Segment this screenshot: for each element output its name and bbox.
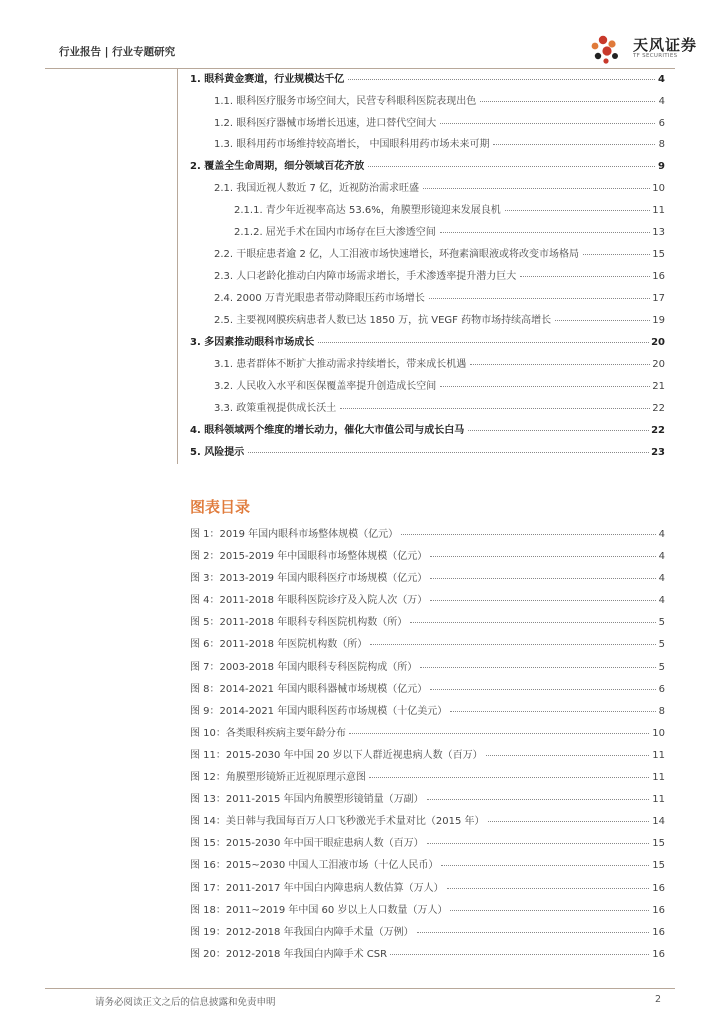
figure-entry-page: 11 <box>652 749 665 761</box>
dot-leader <box>505 210 651 211</box>
figure-entry[interactable] <box>190 680 665 702</box>
figure-entry[interactable] <box>190 812 665 834</box>
figure-entry[interactable] <box>190 702 665 724</box>
figure-entry[interactable] <box>190 724 665 746</box>
figure-entry[interactable] <box>190 746 665 768</box>
figure-entry-title: 图 3：2013-2019 年国内眼科医疗市场规模（亿元） <box>190 573 428 585</box>
toc-entry-title: 1.3. 眼科用药市场维持较高增长， 中国眼科用药市场未来可期 <box>214 139 490 150</box>
toc-entry-title: 2.4. 2000 万青光眼患者带动降眼压药市场增长 <box>214 293 425 304</box>
dot-leader <box>429 298 650 299</box>
header-rule <box>45 68 675 69</box>
figure-entry-page: 5 <box>658 639 665 651</box>
figure-entry-title: 图 18：2011~2019 年中国 60 岁以上人口数量（万人） <box>190 904 448 916</box>
figure-entry[interactable] <box>190 901 665 923</box>
figure-entry[interactable] <box>190 856 665 878</box>
dot-leader <box>349 733 649 734</box>
toc-entry-page: 20 <box>652 359 665 370</box>
figure-entry[interactable] <box>190 923 665 945</box>
dot-leader <box>486 755 650 756</box>
toc-entry[interactable] <box>214 289 665 304</box>
toc-entry-page: 11 <box>652 205 665 216</box>
page-number: 2 <box>655 994 662 1005</box>
dot-leader <box>401 534 655 535</box>
toc-entry-title: 2.2. 干眼症患者逾 2 亿，人工泪液市场快速增长，环孢素滴眼液或将改变市场格局 <box>214 249 579 260</box>
dot-leader <box>480 101 655 102</box>
figure-entry[interactable] <box>190 658 665 680</box>
toc-entry-title: 3.1. 患者群体不断扩大推动需求持续增长，带来成长机遇 <box>214 359 467 370</box>
toc-entry-page: 22 <box>652 403 665 414</box>
toc-entry[interactable] <box>190 333 665 348</box>
toc-entry-page: 16 <box>652 271 665 282</box>
toc-entry-title: 1.1. 眼科医疗服务市场空间大，民营专科眼科医院表现出色 <box>214 96 477 107</box>
figure-entry-page: 4 <box>658 573 665 585</box>
figure-entry-title: 图 16：2015~2030 中国人工泪液市场（十亿人民币） <box>190 860 439 872</box>
toc-entry[interactable] <box>214 114 665 129</box>
toc-entry-page: 6 <box>658 118 665 129</box>
dot-leader <box>450 910 649 911</box>
toc-entry-page: 17 <box>652 293 665 304</box>
toc-entry-page: 23 <box>651 447 665 458</box>
dot-leader <box>348 79 655 80</box>
figure-entry-page: 10 <box>652 727 665 739</box>
toc-entry[interactable] <box>234 201 665 216</box>
toc-entry[interactable] <box>214 399 665 414</box>
dot-leader <box>493 144 655 145</box>
figure-entry-page: 16 <box>652 904 665 916</box>
toc-entry-title: 2.1.2. 屈光手术在国内市场存在巨大渗透空间 <box>234 227 436 238</box>
toc-entry-page: 4 <box>658 74 665 85</box>
dot-leader <box>440 232 650 233</box>
vertical-rule <box>177 68 178 464</box>
figure-entry[interactable] <box>190 790 665 812</box>
toc-entry-page: 13 <box>652 227 665 238</box>
dot-leader <box>248 452 649 453</box>
dot-leader <box>450 711 655 712</box>
figure-entry-title: 图 14：美日韩与我国每百万人口飞秒激光手术量对比（2015 年） <box>190 816 485 828</box>
figure-entry-page: 14 <box>652 816 665 828</box>
toc-entry[interactable] <box>190 70 665 85</box>
toc-entry[interactable] <box>214 245 665 260</box>
toc-entry[interactable] <box>214 311 665 326</box>
figure-entry-page: 4 <box>658 529 665 540</box>
toc-entry[interactable] <box>214 377 665 392</box>
dot-leader <box>340 408 650 409</box>
toc-entry-title: 4. 眼科领域两个维度的增长动力，催化大市值公司与成长白马 <box>190 425 465 436</box>
toc-entry[interactable] <box>190 157 665 172</box>
logo-name-en: TF SECURITIES <box>633 53 678 59</box>
dot-leader <box>440 123 655 124</box>
dot-leader <box>427 799 650 800</box>
figure-entry-page: 11 <box>652 772 665 784</box>
figure-entry-title: 图 13：2011-2015 年国内角膜塑形镜销量（万副） <box>190 794 424 806</box>
figure-entry-page: 6 <box>658 683 665 695</box>
dot-leader <box>470 364 650 365</box>
figure-entry[interactable] <box>190 613 665 635</box>
dot-leader <box>390 954 649 955</box>
toc-entry-title: 1. 眼科黄金赛道，行业规模达千亿 <box>190 74 345 85</box>
toc-entry-title: 1.2. 眼科医疗器械市场增长迅速，进口替代空间大 <box>214 118 437 129</box>
toc-entry-title: 5. 风险提示 <box>190 447 245 458</box>
dot-leader <box>427 843 650 844</box>
figure-entry-page: 4 <box>658 551 665 563</box>
figures-section-title: 图表目录 <box>190 498 251 516</box>
figure-entry[interactable] <box>190 945 665 967</box>
toc-entry-title: 2.1. 我国近视人数近 7 亿，近视防治需求旺盛 <box>214 183 419 194</box>
figure-entry-title: 图 10：各类眼科疾病主要年龄分布 <box>190 727 346 739</box>
toc-entry[interactable] <box>214 355 665 370</box>
figure-entry-title: 图 20：2012-2018 年我国白内障手术 CSR <box>190 948 388 960</box>
logo-icon <box>587 34 627 64</box>
figure-entry[interactable] <box>190 768 665 790</box>
toc-entry-page: 8 <box>658 139 665 150</box>
dot-leader <box>555 320 650 321</box>
toc-entry-page: 9 <box>658 161 665 172</box>
figure-entry-page: 15 <box>652 860 665 872</box>
toc-entry-page: 19 <box>652 315 665 326</box>
figure-entry-title: 图 4：2011-2018 年眼科医院诊疗及入院人次（万） <box>190 595 428 607</box>
toc-entry-page: 4 <box>658 96 665 107</box>
figure-entry-title: 图 19：2012-2018 年我国白内障手术量（万例） <box>190 926 414 938</box>
figure-entry-page: 15 <box>652 838 665 850</box>
figure-entry-title: 图 2：2015-2019 年中国眼科市场整体规模（亿元） <box>190 551 428 563</box>
figure-entry-page: 8 <box>658 705 665 717</box>
figure-entry-title: 图 12：角膜塑形镜矫正近视原理示意图 <box>190 772 366 784</box>
figure-entry[interactable] <box>190 569 665 591</box>
dot-leader <box>440 386 650 387</box>
dot-leader <box>318 342 649 343</box>
dot-leader <box>430 556 655 557</box>
breadcrumb: 行业报告 | 行业专题研究 <box>59 46 176 58</box>
figure-entry[interactable] <box>190 525 665 547</box>
figure-entry-title: 图 9：2014-2021 年国内眼科医药市场规模（十亿美元） <box>190 705 448 717</box>
toc-entry-page: 10 <box>652 183 665 194</box>
figure-list <box>190 525 665 967</box>
toc-entry[interactable] <box>214 92 665 107</box>
dot-leader <box>441 865 649 866</box>
figure-entry-title: 图 7：2003-2018 年国内眼科专科医院构成（所） <box>190 661 418 673</box>
figure-entry-page: 16 <box>652 948 665 960</box>
dot-leader <box>420 667 655 668</box>
toc-entry-title: 3. 多因素推动眼科市场成长 <box>190 337 315 348</box>
figure-entry-title: 图 17：2011-2017 年中国白内障患病人数估算（万人） <box>190 882 444 894</box>
figure-entry[interactable] <box>190 591 665 613</box>
dot-leader <box>370 644 655 645</box>
figure-entry-page: 11 <box>652 794 665 806</box>
dot-leader <box>430 689 655 690</box>
toc-entry-title: 2.1.1. 青少年近视率高达 53.6%，角膜塑形镜迎来发展良机 <box>234 205 501 216</box>
figure-entry-page: 5 <box>658 617 665 629</box>
toc-entry[interactable] <box>214 179 665 194</box>
toc-entry[interactable] <box>234 223 665 238</box>
figure-entry-title: 图 11：2015-2030 年中国 20 岁以下人群近视患病人数（百万） <box>190 749 483 761</box>
figure-entry-page: 16 <box>652 882 665 894</box>
figure-entry-page: 16 <box>652 926 665 938</box>
toc-entry-page: 22 <box>651 425 665 436</box>
toc-entry-page: 20 <box>651 337 665 348</box>
figure-entry-title: 图 1：2019 年国内眼科市场整体规模（亿元） <box>190 529 399 540</box>
footer-disclaimer: 请务必阅读正文之后的信息披露和免责申明 <box>95 997 276 1008</box>
toc-entry-title: 2. 覆盖全生命周期，细分领域百花齐放 <box>190 161 365 172</box>
toc-entry-page: 15 <box>652 249 665 260</box>
toc-entry-title: 2.5. 主要视网膜疾病患者人数已达 1850 万，抗 VEGF 药物市场持续高增长 <box>214 315 552 326</box>
footer-rule <box>45 988 675 989</box>
dot-leader <box>430 578 655 579</box>
figure-entry[interactable] <box>190 547 665 569</box>
toc-entry-title: 3.3. 政策重视提供成长沃土 <box>214 403 337 414</box>
figure-entry-title: 图 15：2015-2030 年中国干眼症患病人数（百万） <box>190 838 424 850</box>
page-header <box>45 36 698 68</box>
toc-entry[interactable] <box>190 443 665 458</box>
logo-name-cn: 天风证券 <box>633 36 698 54</box>
dot-leader <box>410 622 655 623</box>
toc-entry[interactable] <box>190 421 665 436</box>
dot-leader <box>447 888 650 889</box>
logo <box>585 38 715 68</box>
toc-entry-title: 2.3. 人口老龄化推动白内障市场需求增长，手术渗透率提升潜力巨大 <box>214 271 517 282</box>
toc-entry[interactable] <box>214 267 665 282</box>
dot-leader <box>520 276 650 277</box>
toc-entry-title: 3.2. 人民收入水平和医保覆盖率提升创造成长空间 <box>214 381 437 392</box>
dot-leader <box>417 932 650 933</box>
figure-entry-title: 图 8：2014-2021 年国内眼科器械市场规模（亿元） <box>190 683 428 695</box>
dot-leader <box>488 821 650 822</box>
toc-entry-page: 21 <box>652 381 665 392</box>
figure-entry[interactable] <box>190 635 665 657</box>
dot-leader <box>468 430 649 431</box>
dot-leader <box>368 166 655 167</box>
figure-entry[interactable] <box>190 879 665 901</box>
figure-entry-page: 4 <box>658 595 665 607</box>
dot-leader <box>583 254 650 255</box>
toc-entry[interactable] <box>214 135 665 150</box>
dot-leader <box>369 777 649 778</box>
dot-leader <box>430 600 655 601</box>
figure-entry-page: 5 <box>658 661 665 673</box>
figure-entry-title: 图 6：2011-2018 年医院机构数（所） <box>190 639 368 651</box>
dot-leader <box>423 188 650 189</box>
figure-entry-title: 图 5：2011-2018 年眼科专科医院机构数（所） <box>190 617 408 629</box>
figure-entry[interactable] <box>190 834 665 856</box>
